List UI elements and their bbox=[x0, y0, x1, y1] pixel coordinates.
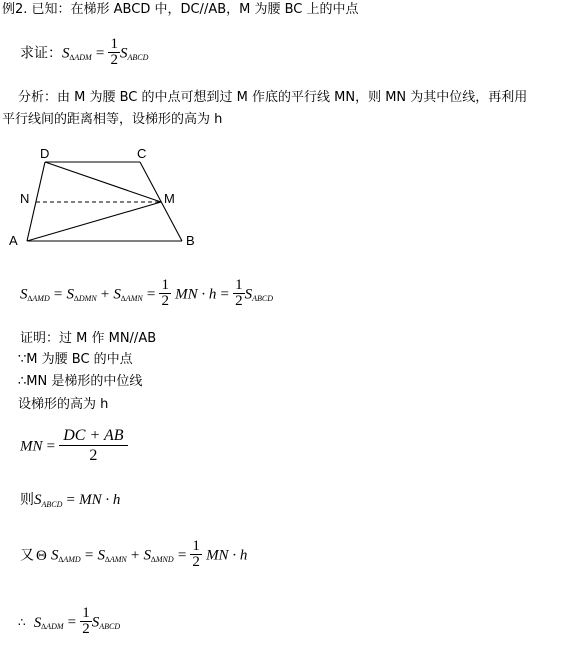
label-b: B bbox=[186, 233, 195, 248]
problem-heading: 例2. 已知：在梯形 ABCD 中，DC//AB，M 为腰 BC 上的中点 bbox=[2, 2, 359, 17]
subscript-amd: ∆AMD bbox=[27, 294, 50, 303]
label-c: C bbox=[137, 146, 147, 161]
fraction-denominator: 2 bbox=[192, 554, 200, 570]
because-symbol: Θ bbox=[36, 547, 47, 564]
proof-line-4: 设梯形的高为 h bbox=[18, 397, 109, 412]
label-n: N bbox=[20, 191, 30, 206]
subscript-mnd: ∆MND bbox=[151, 555, 174, 564]
fraction-denominator: 2 bbox=[110, 52, 118, 68]
s-symbol: S bbox=[119, 45, 128, 62]
fraction-denominator: 2 bbox=[82, 621, 90, 637]
equals-sign: = bbox=[177, 547, 187, 564]
subscript-adm: ∆ADM bbox=[69, 53, 92, 62]
equation-conclusion bbox=[18, 607, 120, 638]
mn-times-h: MN · h bbox=[175, 286, 217, 303]
equals-sign: = bbox=[220, 286, 229, 303]
mn-times-h: MN · h bbox=[206, 547, 248, 564]
fraction-midline bbox=[59, 426, 127, 465]
label-a: A bbox=[9, 233, 18, 248]
prove-label: 求证： bbox=[20, 45, 62, 62]
plus-sign: + bbox=[130, 547, 140, 564]
subscript-abcd: ABCD bbox=[252, 294, 273, 303]
label-m: M bbox=[164, 191, 175, 206]
therefore-symbol: ∴ bbox=[18, 615, 26, 630]
subscript-abcd: ABCD bbox=[127, 53, 149, 62]
s-symbol: S bbox=[143, 547, 151, 564]
subscript-adm: ∆ADM bbox=[41, 622, 64, 631]
analysis-line-1: 分析：由 M 为腰 BC 的中点可想到过 M 作底的平行线 MN，则 MN 为其中位线，再利用 bbox=[18, 90, 528, 105]
s-symbol: S bbox=[97, 547, 105, 564]
subscript-abcd: ABCD bbox=[41, 499, 63, 509]
prefix-then: 则 bbox=[20, 492, 34, 508]
s-symbol: S bbox=[91, 614, 100, 631]
equals-sign: = bbox=[95, 45, 105, 62]
equals-sign: = bbox=[46, 438, 56, 455]
subscript-dmn: ∆DMN bbox=[73, 294, 97, 303]
fraction-numerator: 1 bbox=[82, 605, 90, 621]
s-symbol: S bbox=[34, 492, 42, 508]
equation-midline bbox=[20, 427, 128, 466]
subscript-amd: ∆AMD bbox=[58, 555, 81, 564]
subscript-amn: ∆AMN bbox=[104, 555, 127, 564]
subscript-amn: ∆AMN bbox=[120, 294, 143, 303]
equation-area-amd bbox=[20, 540, 247, 571]
fraction-numerator: 1 bbox=[235, 277, 243, 293]
fraction-numerator: 1 bbox=[192, 538, 200, 554]
equals-sign: = bbox=[53, 286, 63, 303]
mn-times-h: MN · h bbox=[79, 492, 121, 508]
equation-area-formula bbox=[20, 491, 120, 511]
fraction-denominator: 2 bbox=[89, 447, 98, 464]
fraction-numerator: 1 bbox=[110, 36, 118, 52]
prefix-also: 又 bbox=[20, 547, 34, 564]
equals-sign: = bbox=[146, 286, 156, 303]
fraction-half bbox=[159, 278, 171, 309]
s-symbol: S bbox=[62, 45, 70, 62]
proof-line-2: ∵M 为腰 BC 的中点 bbox=[18, 352, 133, 367]
analysis-line-2: 平行线间的距离相等，设梯形的高为 h bbox=[2, 112, 223, 127]
s-symbol: S bbox=[33, 614, 42, 631]
fraction-half bbox=[233, 278, 245, 309]
segment-am bbox=[27, 202, 161, 241]
equation-area-sum bbox=[20, 279, 273, 310]
s-symbol: S bbox=[113, 286, 121, 303]
subscript-abcd: ABCD bbox=[99, 622, 121, 631]
fraction-numerator: DC + AB bbox=[59, 426, 127, 446]
fraction-denominator: 2 bbox=[235, 293, 243, 309]
fraction-half bbox=[190, 539, 202, 570]
s-symbol: S bbox=[244, 286, 253, 303]
fraction-half bbox=[80, 606, 92, 637]
equals-sign: = bbox=[67, 614, 77, 631]
fraction-numerator: 1 bbox=[161, 277, 169, 293]
equals-sign: = bbox=[66, 492, 75, 508]
proof-line-1: 证明：过 M 作 MN//AB bbox=[20, 331, 157, 346]
s-symbol: S bbox=[66, 286, 74, 303]
s-symbol: S bbox=[50, 547, 59, 564]
mn-symbol: MN bbox=[20, 438, 43, 455]
plus-sign: + bbox=[100, 286, 110, 303]
label-d: D bbox=[40, 146, 50, 161]
equals-sign: = bbox=[84, 547, 94, 564]
proof-line-3: ∴MN 是梯形的中位线 bbox=[18, 374, 143, 389]
trapezoid-shape bbox=[27, 162, 182, 241]
fraction-denominator: 2 bbox=[161, 293, 169, 309]
s-symbol: S bbox=[20, 286, 28, 303]
